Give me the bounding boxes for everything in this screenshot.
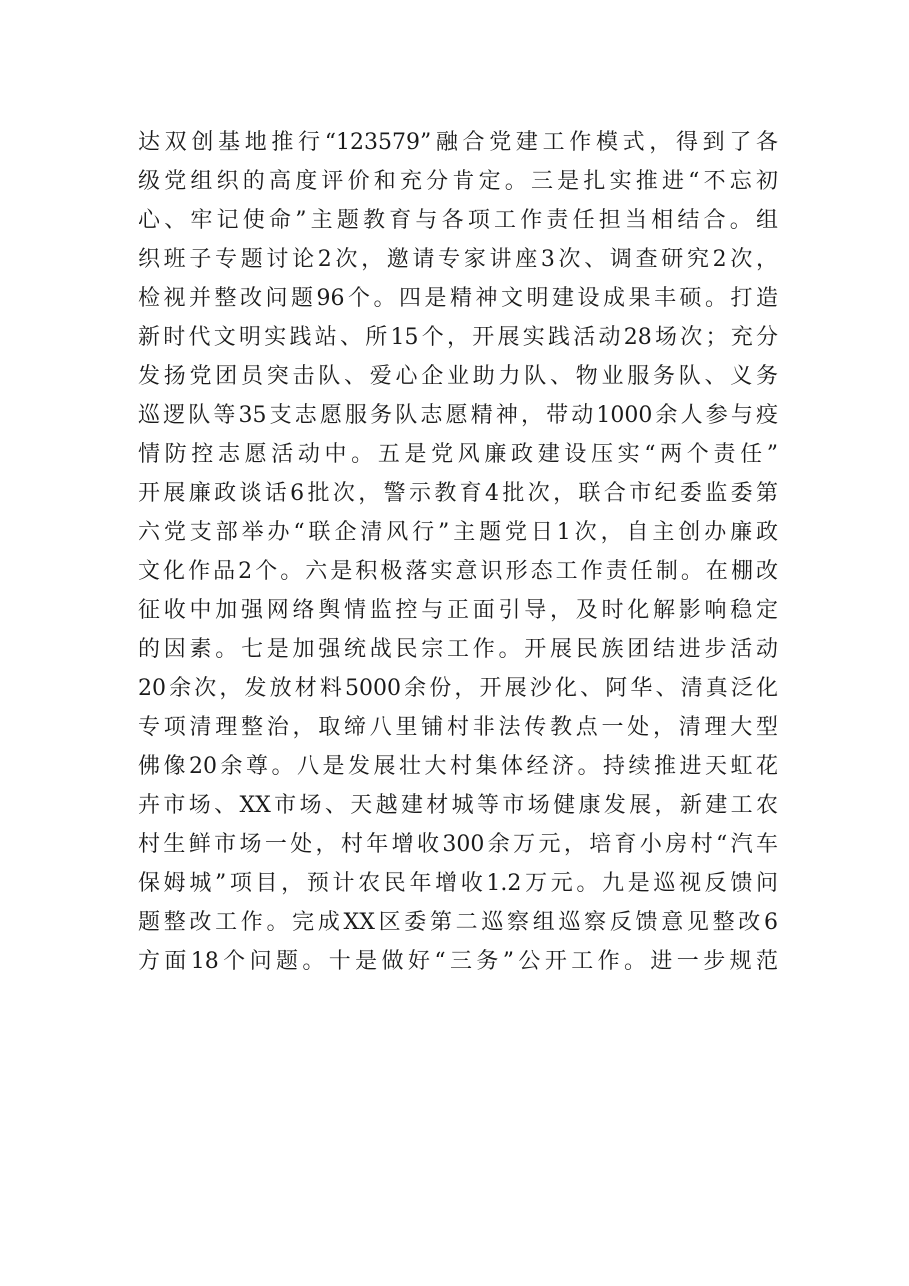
text-line: 级党组织的高度评价和充分肯定。三是扎实推进“不忘初: [138, 169, 778, 194]
document-body: [138, 123, 778, 981]
text-line: 检视并整改问题96个。四是精神文明建设成果丰硕。打造: [138, 286, 778, 311]
text-line: 达双创基地推行“123579”融合党建工作模式，得到了各: [138, 130, 778, 155]
text-line: 六党支部举办“联企清风行”主题党日1次，自主创办廉政: [138, 520, 778, 545]
text-line: 题整改工作。完成XX区委第二巡察组巡察反馈意见整改6: [138, 910, 778, 935]
text-line: 佛像20余尊。八是发展壮大村集体经济。持续推进天虹花: [138, 754, 778, 779]
text-line: 开展廉政谈话6批次，警示教育4批次，联合市纪委监委第: [138, 481, 778, 506]
text-line: 保姆城”项目，预计农民年增收1.2万元。九是巡视反馈问: [138, 871, 778, 896]
text-line: 卉市场、XX市场、天越建材城等市场健康发展，新建工农: [138, 793, 778, 818]
text-line: 织班子专题讨论2次，邀请专家讲座3次、调查研究2次，: [138, 247, 778, 272]
text-line: 情防控志愿活动中。五是党风廉政建设压实“两个责任”: [138, 442, 778, 467]
text-line: 的因素。七是加强统战民宗工作。开展民族团结进步活动: [138, 637, 778, 662]
text-line: 发扬党团员突击队、爱心企业助力队、物业服务队、义务: [138, 364, 778, 389]
text-line: 方面18个问题。十是做好“三务”公开工作。进一步规范: [138, 949, 778, 974]
text-line: 村生鲜市场一处，村年增收300余万元，培育小房村“汽车: [138, 832, 778, 857]
text-line: 20余次，发放材料5000余份，开展沙化、阿华、清真泛化: [138, 676, 778, 701]
text-line: 心、牢记使命”主题教育与各项工作责任担当相结合。组: [138, 208, 778, 233]
text-line: 新时代文明实践站、所15个，开展实践活动28场次；充分: [138, 325, 778, 350]
text-line: 征收中加强网络舆情监控与正面引导，及时化解影响稳定: [138, 598, 778, 623]
text-line: 专项清理整治，取缔八里铺村非法传教点一处，清理大型: [138, 715, 778, 740]
text-line: 文化作品2个。六是积极落实意识形态工作责任制。在棚改: [138, 559, 778, 584]
text-line: 巡逻队等35支志愿服务队志愿精神，带动1000余人参与疫: [138, 403, 778, 428]
